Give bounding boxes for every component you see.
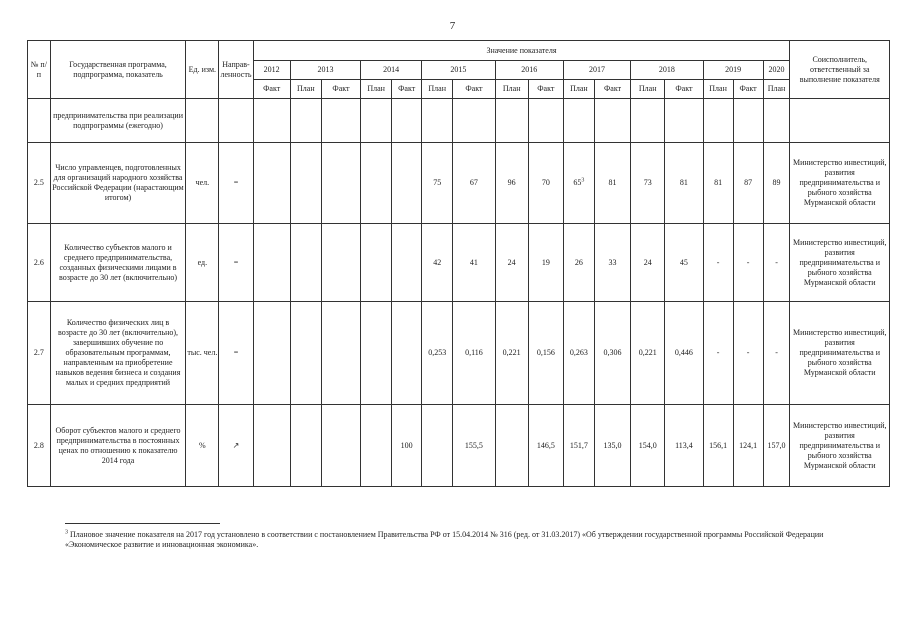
subheader-cell: План <box>703 80 733 99</box>
direction-cell: = <box>219 143 253 224</box>
subheader-cell: План <box>631 80 665 99</box>
value-text: 19 <box>541 257 550 267</box>
indicator-name-cell: Оборот субъектов малого и среднего предпринимательства в постоянных ценах по отношению к показателю 2014 года <box>50 405 186 487</box>
value-cell <box>361 143 392 224</box>
value-cell <box>528 143 563 224</box>
value-cell <box>495 99 528 143</box>
value-cell <box>665 405 703 487</box>
value-cell <box>563 405 594 487</box>
subheader-cell: План <box>495 80 528 99</box>
value-cell <box>631 224 665 302</box>
header-responsible: Соисполнитель, ответственный за выполнение показателя <box>790 41 890 99</box>
value-cell <box>495 302 528 405</box>
subheader-cell: Факт <box>253 80 290 99</box>
value-cell <box>563 143 594 224</box>
value-cell <box>422 143 453 224</box>
footnote-mark: 3 <box>65 529 68 536</box>
year-header: 2014 <box>361 61 422 80</box>
indicator-name-cell: предпринимательства при реализации подпрограммы (ежегодно) <box>50 99 186 143</box>
value-cell <box>733 302 763 405</box>
footnote <box>65 530 865 550</box>
value-text: - <box>775 257 778 267</box>
value-cell <box>392 405 422 487</box>
subheader-cell: Факт <box>392 80 422 99</box>
year-header: 2019 <box>703 61 763 80</box>
subheader-cell: Факт <box>453 80 495 99</box>
value-cell <box>665 302 703 405</box>
value-text: 151,7 <box>569 440 588 450</box>
value-text: 0,253 <box>428 348 447 357</box>
value-cell <box>453 405 495 487</box>
value-cell <box>528 302 563 405</box>
year-header: 2016 <box>495 61 563 80</box>
value-cell <box>422 224 453 302</box>
value-text: 157,0 <box>767 440 786 450</box>
value-text: 73 <box>643 178 652 187</box>
value-cell <box>528 224 563 302</box>
subheader-cell: План <box>290 80 321 99</box>
table-row <box>28 143 890 224</box>
subheader-cell: Факт <box>733 80 763 99</box>
value-cell <box>453 224 495 302</box>
value-text: 87 <box>744 178 753 187</box>
value-text: 0,156 <box>536 348 555 357</box>
value-cell <box>733 143 763 224</box>
value-text: 0,446 <box>674 348 693 357</box>
value-cell <box>563 99 594 143</box>
row-number-cell: 2.8 <box>28 405 51 487</box>
value-cell <box>703 143 733 224</box>
value-cell <box>631 99 665 143</box>
value-cell <box>290 143 321 224</box>
value-cell <box>594 99 630 143</box>
value-cell <box>422 99 453 143</box>
value-text: - <box>746 348 750 357</box>
value-cell <box>321 224 360 302</box>
direction-cell: ↗ <box>219 405 253 487</box>
responsible-cell <box>790 99 890 143</box>
unit-cell: ед. <box>186 224 219 302</box>
value-cell <box>321 302 360 405</box>
value-cell <box>631 302 665 405</box>
indicator-name-cell: Число управленцев, подготовленных для организаций народного хозяйства Российской Федерации (нарастающим итогом) <box>50 143 186 224</box>
value-cell <box>594 224 630 302</box>
table-row <box>28 302 890 405</box>
unit-cell: тыс. чел. <box>186 302 219 405</box>
value-text: 124,1 <box>739 440 758 450</box>
value-cell <box>594 405 630 487</box>
value-text: 100 <box>400 440 413 450</box>
responsible-cell: Министерство инвестиций, развития предпринимательства и рыбного хозяйства Мурманской области <box>790 405 890 487</box>
value-cell <box>631 143 665 224</box>
value-cell <box>665 224 703 302</box>
value-cell <box>453 143 495 224</box>
value-cell <box>253 224 290 302</box>
unit-cell <box>186 99 219 143</box>
header-num: № п/п <box>28 41 51 99</box>
value-cell <box>321 99 360 143</box>
value-cell <box>495 405 528 487</box>
table-body <box>28 99 890 487</box>
value-cell <box>631 405 665 487</box>
value-cell <box>763 224 790 302</box>
value-cell <box>253 99 290 143</box>
value-text: 154,0 <box>638 440 657 450</box>
value-cell <box>763 405 790 487</box>
value-cell <box>361 302 392 405</box>
table-row <box>28 405 890 487</box>
row-number-cell <box>28 99 51 143</box>
value-cell <box>290 224 321 302</box>
value-cell <box>763 99 790 143</box>
value-cell <box>703 405 733 487</box>
indicator-table <box>27 40 890 487</box>
value-cell <box>361 405 392 487</box>
value-text: 0,221 <box>638 348 657 357</box>
value-cell <box>665 99 703 143</box>
value-text: 70 <box>541 178 550 187</box>
value-cell <box>563 302 594 405</box>
value-cell <box>703 302 733 405</box>
value-text: - <box>716 257 720 267</box>
value-text: 81 <box>608 178 617 187</box>
value-cell <box>703 224 733 302</box>
year-header: 2017 <box>563 61 630 80</box>
value-text: 96 <box>507 178 516 187</box>
year-header: 2013 <box>290 61 360 80</box>
value-cell <box>665 143 703 224</box>
value-text: 42 <box>433 257 442 267</box>
value-cell <box>422 405 453 487</box>
year-header: 2015 <box>422 61 495 80</box>
value-cell <box>763 143 790 224</box>
row-number-cell: 2.5 <box>28 143 51 224</box>
footnote-reference: 3 <box>581 177 585 184</box>
value-text: 146,5 <box>536 440 555 450</box>
footnote-divider <box>65 523 220 524</box>
table-row <box>28 99 890 143</box>
value-cell <box>321 143 360 224</box>
value-text: - <box>716 348 720 357</box>
year-header: 2012 <box>253 61 290 80</box>
value-cell <box>594 302 630 405</box>
value-cell <box>453 99 495 143</box>
value-text: 135,0 <box>603 440 622 450</box>
footnote-text: Плановое значение показателя на 2017 год установлено в соответствии с постановлением Правительства РФ от 15.04.2014 № 316 (ред. от 31.03.2017) «Об утверждении государственной программы Российской Федерации «Экономическое развитие и инновационная экономика». <box>65 530 824 549</box>
value-text: 113,4 <box>675 440 693 450</box>
value-text: 0,116 <box>465 348 483 357</box>
value-cell <box>361 224 392 302</box>
value-cell <box>253 302 290 405</box>
row-number-cell: 2.6 <box>28 224 51 302</box>
value-text: 0,263 <box>569 348 588 357</box>
value-cell <box>733 405 763 487</box>
value-text: 89 <box>772 178 781 187</box>
indicator-name-cell: Количество физических лиц в возрасте до 30 лет (включительно), завершивших обучение по образовательным программам, направленным на приобретение навыков ведения бизнеса и создания малых и средних предприятий <box>50 302 186 405</box>
subheader-cell: Факт <box>594 80 630 99</box>
year-header: 2018 <box>631 61 703 80</box>
subheader-cell: Факт <box>528 80 563 99</box>
page-number: 7 <box>449 20 456 32</box>
value-cell <box>733 99 763 143</box>
value-cell <box>563 224 594 302</box>
value-text: 45 <box>679 257 688 267</box>
value-text: 81 <box>714 178 723 187</box>
responsible-cell: Министерство инвестиций, развития предпринимательства и рыбного хозяйства Мурманской области <box>790 143 890 224</box>
direction-cell: = <box>219 224 253 302</box>
header-unit: Ед. изм. <box>186 41 219 99</box>
value-text: 156,1 <box>709 440 728 450</box>
table-row <box>28 224 890 302</box>
direction-cell <box>219 99 253 143</box>
value-text: 67 <box>469 178 478 187</box>
responsible-cell: Министерство инвестиций, развития предпринимательства и рыбного хозяйства Мурманской области <box>790 224 890 302</box>
value-cell <box>528 99 563 143</box>
value-cell <box>392 224 422 302</box>
header-direction: Направ-ленность <box>219 41 253 99</box>
subheader-cell: Факт <box>665 80 703 99</box>
value-text: 26 <box>574 257 583 267</box>
header-name: Государственная программа, подпрограмма, показатель <box>50 41 186 99</box>
value-text: 81 <box>679 178 688 187</box>
value-cell <box>290 302 321 405</box>
value-cell <box>253 405 290 487</box>
value-text: - <box>775 348 778 357</box>
value-cell <box>733 224 763 302</box>
value-cell <box>422 302 453 405</box>
value-text: 75 <box>433 178 442 187</box>
subheader-cell: План <box>763 80 790 99</box>
value-text: - <box>746 257 750 267</box>
subheader-cell: План <box>361 80 392 99</box>
direction-cell: = <box>219 302 253 405</box>
row-number-cell: 2.7 <box>28 302 51 405</box>
subheader-cell: Факт <box>321 80 360 99</box>
value-cell <box>495 143 528 224</box>
responsible-cell: Министерство инвестиций, развития предпринимательства и рыбного хозяйства Мурманской области <box>790 302 890 405</box>
value-cell <box>453 302 495 405</box>
unit-cell: % <box>186 405 219 487</box>
value-cell <box>361 99 392 143</box>
subheader-cell: План <box>422 80 453 99</box>
value-cell <box>253 143 290 224</box>
value-cell <box>290 99 321 143</box>
subheader-cell: План <box>563 80 594 99</box>
value-text: 24 <box>643 257 652 267</box>
value-text: 24 <box>507 257 516 267</box>
value-cell <box>528 405 563 487</box>
value-cell <box>763 302 790 405</box>
value-cell <box>290 405 321 487</box>
value-cell <box>594 143 630 224</box>
value-cell <box>321 405 360 487</box>
value-text: 0,306 <box>603 348 622 357</box>
indicator-name-cell: Количество субъектов малого и среднего предпринимательства, созданных физическими лицами в возрасте до 30 лет (включительно) <box>50 224 186 302</box>
value-text: 0,221 <box>502 348 521 357</box>
year-header: 2020 <box>763 61 790 80</box>
header-value-group: Значение показателя <box>253 41 790 61</box>
value-cell <box>392 302 422 405</box>
unit-cell: чел. <box>186 143 219 224</box>
value-cell <box>495 224 528 302</box>
value-text: 65 <box>573 178 582 187</box>
value-cell <box>703 99 733 143</box>
value-text: 41 <box>469 257 478 267</box>
value-cell <box>392 143 422 224</box>
value-text: 155,5 <box>464 440 483 450</box>
value-text: 33 <box>608 257 617 267</box>
value-cell <box>392 99 422 143</box>
